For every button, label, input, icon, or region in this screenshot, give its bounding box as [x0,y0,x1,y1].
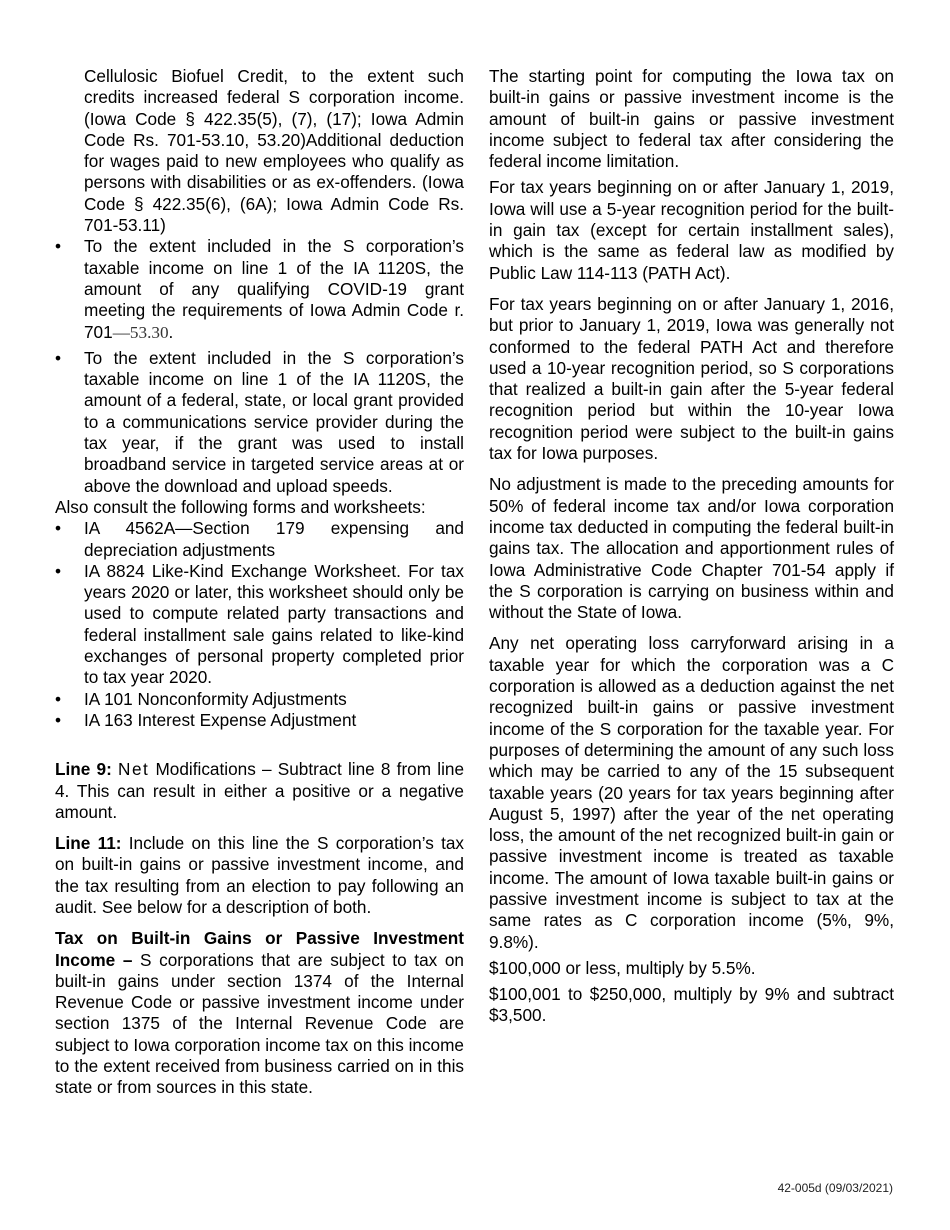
modification-bullet-list [55,236,464,497]
line-11-text: Include on this line the S corporation’s tax on built-in gains or passive investment income, and the tax resulting from an election to pay following an audit. See below for a description of both. [55,833,465,917]
right-column [489,66,894,1027]
rate-bracket-1: $100,000 or less, multiply by 5.5%. [489,957,756,978]
list-item-end: . [168,321,174,342]
rate-bracket-2: $100,001 to $250,000, multiply by 9% and subtract $3,500. [489,984,894,1026]
no-adjustment-paragraph: No adjustment is made to the preceding amounts for 50% of federal income tax and/or Iowa corporation income tax deducted in computing the federal built-in gains tax. The allocation and apportionment rules of Iowa Administrative Code Chapter 701-54 apply if the S corporation is carrying on business within and without the State of Iowa. [489,474,894,623]
bullet-icon: • [55,518,62,539]
list-item [55,348,464,497]
line-9-paragraph [55,759,464,823]
line-9-title: Net [118,759,150,780]
line-11-label: Line 11: [55,833,122,854]
bullet-icon: • [55,709,62,730]
list-item-text: To the extent included in the S corporation’s taxable income on line 1 of the IA 1120S, the amount of any qualifying COVID-19 grant meeting the requirements of Iowa Admin Code r. 701 [84,236,464,342]
line-11-paragraph [55,833,464,918]
recognition-period-paragraph: For tax years beginning on or after January 1, 2019, Iowa will use a 5-year recognition period for the built-in gain tax (except for certain installment sales), which is the same as federal law as modified by Public Law 114-113 (PATH Act). [489,177,894,283]
line-9-label: Line 9: [55,759,112,780]
form-code-footer: 42-005d (09/03/2021) [777,1181,893,1195]
list-item [55,518,464,561]
list-item-text: IA 101 Nonconformity Adjustments [84,688,347,709]
bullet-icon: • [55,347,62,368]
bullet-icon: • [55,236,62,257]
nol-carryforward-paragraph: Any net operating loss carryforward arising in a taxable year for which the corporation was a C corporation is allowed as a deduction against the net recognized built-in gains or passive investment income of the S corporation for the taxable year. For purposes of determining the amount of any such loss which may be carried to any of the 15 subsequent taxable years (20 years for tax years beginning after August 5, 1997) after the year of the net operating loss, the amount of the net recognized built-in gain or passive investment income is treated as taxable income. The amount of Iowa taxable built-in gains or passive investment income is subject to tax at the same rates as C corporation income (5%, 9%, 9.8%). [489,633,894,952]
list-item-text: IA 8824 Like-Kind Exchange Worksheet. For tax years 2020 or later, this worksheet should only be used to compute related party transactions and federal installment sale gains related to like-kind exchanges of personal property completed prior to tax year 2020. [84,560,464,688]
path-act-paragraph: For tax years beginning on or after January 1, 2016, but prior to January 1, 2019, Iowa was generally not conformed to the federal PATH Act and therefore used a 10-year recognition period, so S corporations that realized a built-in gain after the 5-year federal recognition period but within the 10-year Iowa recognition period were subject to the built-in gains tax for Iowa purposes. [489,293,894,464]
built-in-gains-heading: Tax on Built-in Gains or Passive Investment Income – [55,928,464,970]
intro-continued-paragraph: Cellulosic Biofuel Credit, to the extent such credits increased federal S corporation income. (Iowa Code § 422.35(5), (7), (17); Iowa Admin Code Rs. 701-53.10, 53.20)Additional deduction for wages paid to new employees who qualify as persons with disabilities or as ex-offenders. (Iowa Code § 422.35(6), (6A); Iowa Admin Code Rs. 701-53.11) [84,66,464,236]
list-item [55,561,464,689]
starting-point-paragraph: The starting point for computing the Iowa tax on built-in gains or passive investment income is the amount of built-in gains or passive investment income subject to federal tax after considering the federal income limitation. [489,66,894,172]
bullet-icon: • [55,688,62,709]
list-item [55,689,464,710]
forms-bullet-list [55,518,464,731]
list-item-text: IA 163 Interest Expense Adjustment [84,709,357,730]
list-item-text: IA 4562A—Section 179 expensing and depreciation adjustments [84,518,464,560]
consult-heading: Also consult the following forms and worksheets: [55,496,426,517]
bullet-icon: • [55,560,62,581]
line-9-text: Modifications – Subtract line 8 from line 4. This can result in either a positive or a negative amount. [55,759,465,822]
rule-number-suffix: —53.30 [112,322,169,342]
list-item [55,236,464,342]
built-in-gains-text: S corporations that are subject to tax on built-in gains under section 1374 of the Internal Revenue Code or passive investment income under section 1375 of the Internal Revenue Code are subject to Iowa corporation income tax on this income to the extent received from business carried on in this state or from sources in this state. [55,949,464,1098]
left-column [55,66,464,1099]
list-item [55,710,464,731]
built-in-gains-paragraph [55,928,464,1098]
list-item-text: To the extent included in the S corporation’s taxable income on line 1 of the IA 1120S, the amount of a federal, state, or local grant provided to a communications service provider during the tax year, if the grant was used to install broadband service in targeted service areas at or above the download and upload speeds. [84,347,464,496]
